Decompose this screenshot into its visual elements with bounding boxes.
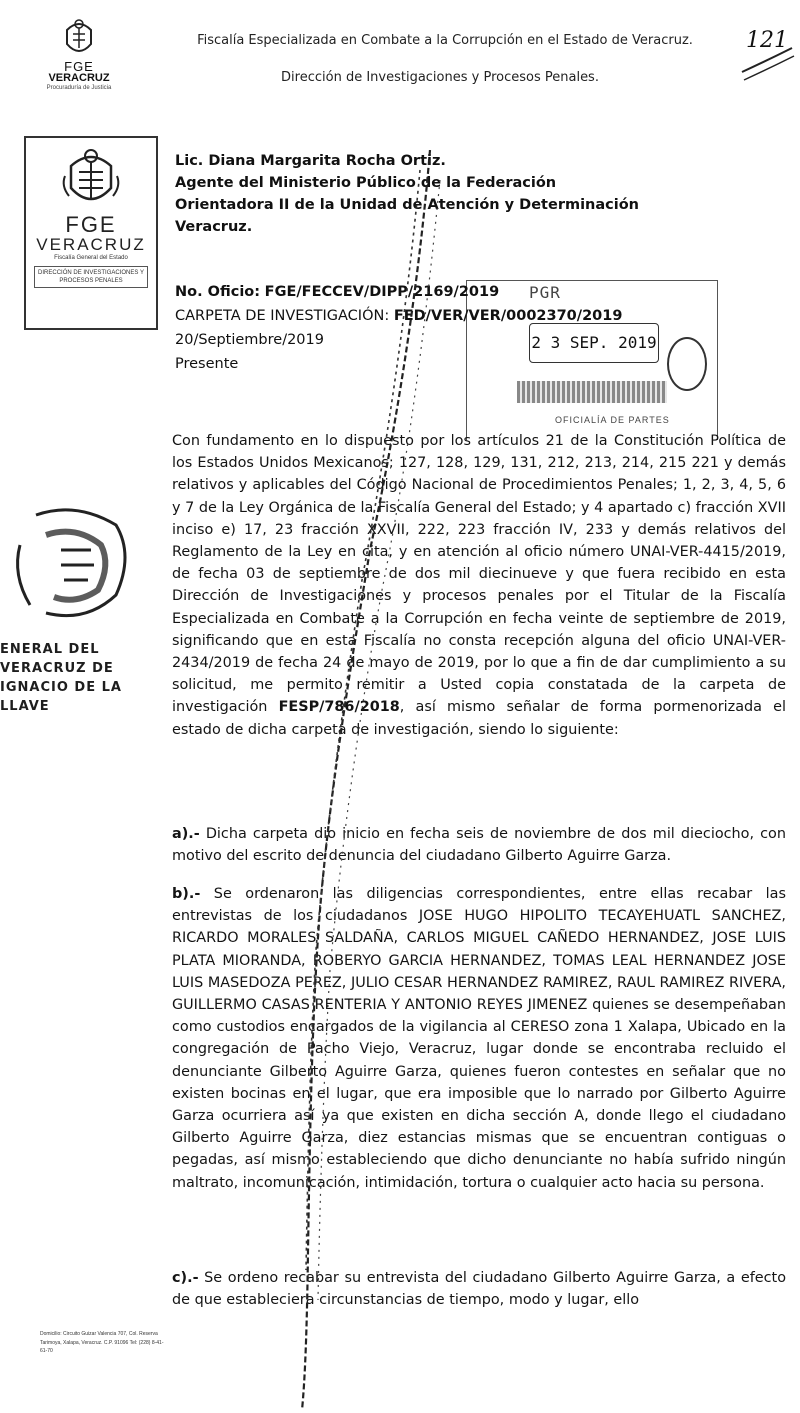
seal-text: [0, 640, 150, 716]
main-text-1: Con fundamento en lo dispuesto por los artículos 21 de la Constitución Política de los Estados Unidos Mexicanos; 127, 128, 129, 131, 212, 213, 214, 215 221 y demás relativos y aplicables del Código Nacional de Procedimientos Penales; 1, 2, 3, 4, 5, 6 y 7 de la Ley Orgánica de la Fiscalía General del Estado; y 4 apartado c) fracción XVII inciso e) 17, 23 fracción XXVII, 222, 223 fracción IV, 233 y demás relativos del Reglamento de la Ley en cita, y en atención al oficio número UNAI-VER-4415/2019, de fecha 03 de septiembre de dos mil diecinueve y que fuera recibido en esta Dirección de Investigaciones y procesos penales por el Titular de la Fiscalía Especializada en Combate a la Corrupción en fecha veinte de septiembre de 2019, significando que en esta Fiscalía no consta recepción alguna del oficio UNAI-VER-2434/2019 de fecha 24 de mayo de 2019, por lo que a fin de dar cumplimiento a su solicitud, me permito remitir a Usted copia constatada de la carpeta de investigación: [172, 433, 786, 716]
stamp-agency: PGR: [529, 283, 561, 302]
addressee-title1: Agente del Ministerio Público de la Federación: [175, 175, 557, 191]
carpeta-line: [175, 304, 715, 328]
paragraph-c-label: c).-: [172, 1270, 199, 1286]
oficio-line: [175, 280, 715, 304]
addressee-block: [175, 150, 735, 238]
footer-address: Domicilio: Circuito Guizar Valencia 707, Col. Reserva Tarimoya, Xalapa, Veracruz. C.P. 91096 Tel: (228) 8-41-61-70: [40, 1331, 164, 1354]
addressee-title2: Orientadora II de la Unidad de Atención y Determinación: [175, 197, 639, 213]
reference-block: [175, 280, 715, 376]
paragraph-a: [172, 823, 786, 867]
paragraph-b: [172, 883, 786, 1194]
stamp-state: VERACRUZ: [36, 235, 146, 254]
header-direction: Dirección de Investigaciones y Procesos Penales.: [281, 70, 599, 85]
stamp-smudge: [517, 381, 667, 403]
folio-underline-icon: [738, 22, 796, 84]
paragraph-a-text: Dicha carpeta dio inicio en fecha seis de noviembre de dos mil dieciocho, con motivo del escrito de denuncia del ciudadano Gilberto Aguirre Garza.: [172, 826, 786, 865]
addressee-name: Lic. Diana Margarita Rocha Ortiz.: [175, 153, 446, 169]
carpeta-reference: FESP/786/2018: [278, 699, 400, 716]
document-date: 20/Septiembre/2019: [175, 332, 324, 348]
logo-org: FGE: [64, 59, 94, 74]
paragraph-b-text: Se ordenaron las diligencias correspondientes, entre ellas recabar las entrevistas de los ciudadanos JOSE HUGO HIPOLITO TECAYEHUATL SANCHEZ, RICARDO MORALES SALDAÑA, CARLOS MIGUEL CAÑEDO HERNANDEZ, JOSE LUIS PLATA MIORANDA, ROBERYO GARCIA HERNANDEZ, TOMAS LEAL HERNANDEZ JOSE LUIS MASEDOZA PEREZ, JULIO CESAR HERNANDEZ RAMIREZ, RAUL RAMIREZ RIVERA, GUILLERMO CASAS RENTERIA Y ANTONIO REYES JIMENEZ quienes se desempeñaban como custodios encargados de la vigilancia al CERESO zona 1 Xalapa, Ubicado en la congregación de Pacho Viejo, Veracruz, lugar donde se encontraba recluido el denunciante Gilberto Aguirre Garza, quienes fueron contestes en señalar que no existen bocinas en el lugar, que era imposible que lo narrado por Gilberto Aguirre Garza ocurriera así ya que existen en dicha sección A, donde llego el ciudadano Gilberto Aguirre Garza, diez estancias mismas que se encuentran contiguas o pegadas, así mismo estableciendo que dicho denunciante no había sufrido ningún maltrato, incomunicación, intimidación, tortura o cualquier acto hacia su persona.: [172, 886, 786, 1191]
main-paragraph: [172, 430, 786, 741]
logo-state: VERACRUZ: [48, 72, 110, 84]
seal-icon: [6, 505, 136, 625]
logo-tagline: Procuraduría de Justicia: [46, 85, 112, 91]
direction-stamp: [24, 136, 158, 330]
crest-icon: [59, 146, 123, 212]
paragraph-c: [172, 1267, 786, 1311]
stamp-tagline: Fiscalía General del Estado: [54, 255, 128, 261]
folio-number: [738, 22, 796, 84]
carpeta-value: FED/VER/VER/0002370/2019: [393, 308, 623, 324]
paragraph-a-label: a).-: [172, 826, 200, 842]
seal-line1: ENERAL DEL: [0, 642, 100, 657]
crest-icon: [59, 16, 99, 60]
stamp-office: OFICIALÍA DE PARTES: [555, 415, 670, 425]
addressee-place: Veracruz.: [175, 219, 253, 235]
fge-logo: [38, 16, 120, 106]
oficio-value: FGE/FECCEV/DIPP/2169/2019: [264, 284, 500, 300]
seal-line2: VERACRUZ DE: [0, 661, 114, 676]
stamp-org: FGE: [65, 212, 117, 237]
header-agency: Fiscalía Especializada en Combate a la Corrupción en el Estado de Veracruz.: [197, 33, 693, 48]
stamp-date: 2 3 SEP. 2019: [529, 323, 659, 363]
oficio-label: No. Oficio:: [175, 284, 261, 300]
folio-text: 121: [746, 28, 788, 53]
seal-line3: IGNACIO DE LA LLAVE: [0, 680, 122, 714]
salutation: Presente: [175, 356, 239, 372]
paragraph-b-label: b).-: [172, 886, 201, 902]
carpeta-label: CARPETA DE INVESTIGACIÓN:: [175, 308, 390, 324]
main-text-2: , así mismo señalar de forma pormenorizada el estado de dicha carpeta de investigación, siendo lo siguiente:: [172, 699, 786, 738]
paragraph-c-text: Se ordeno recabar su entrevista del ciudadano Gilberto Aguirre Garza, a efecto de que estableciera circunstancias de tiempo, modo y lugar, ello: [172, 1270, 786, 1309]
stamp-unit: DIRECCIÓN DE INVESTIGACIONES Y PROCESOS PENALES: [34, 266, 148, 288]
